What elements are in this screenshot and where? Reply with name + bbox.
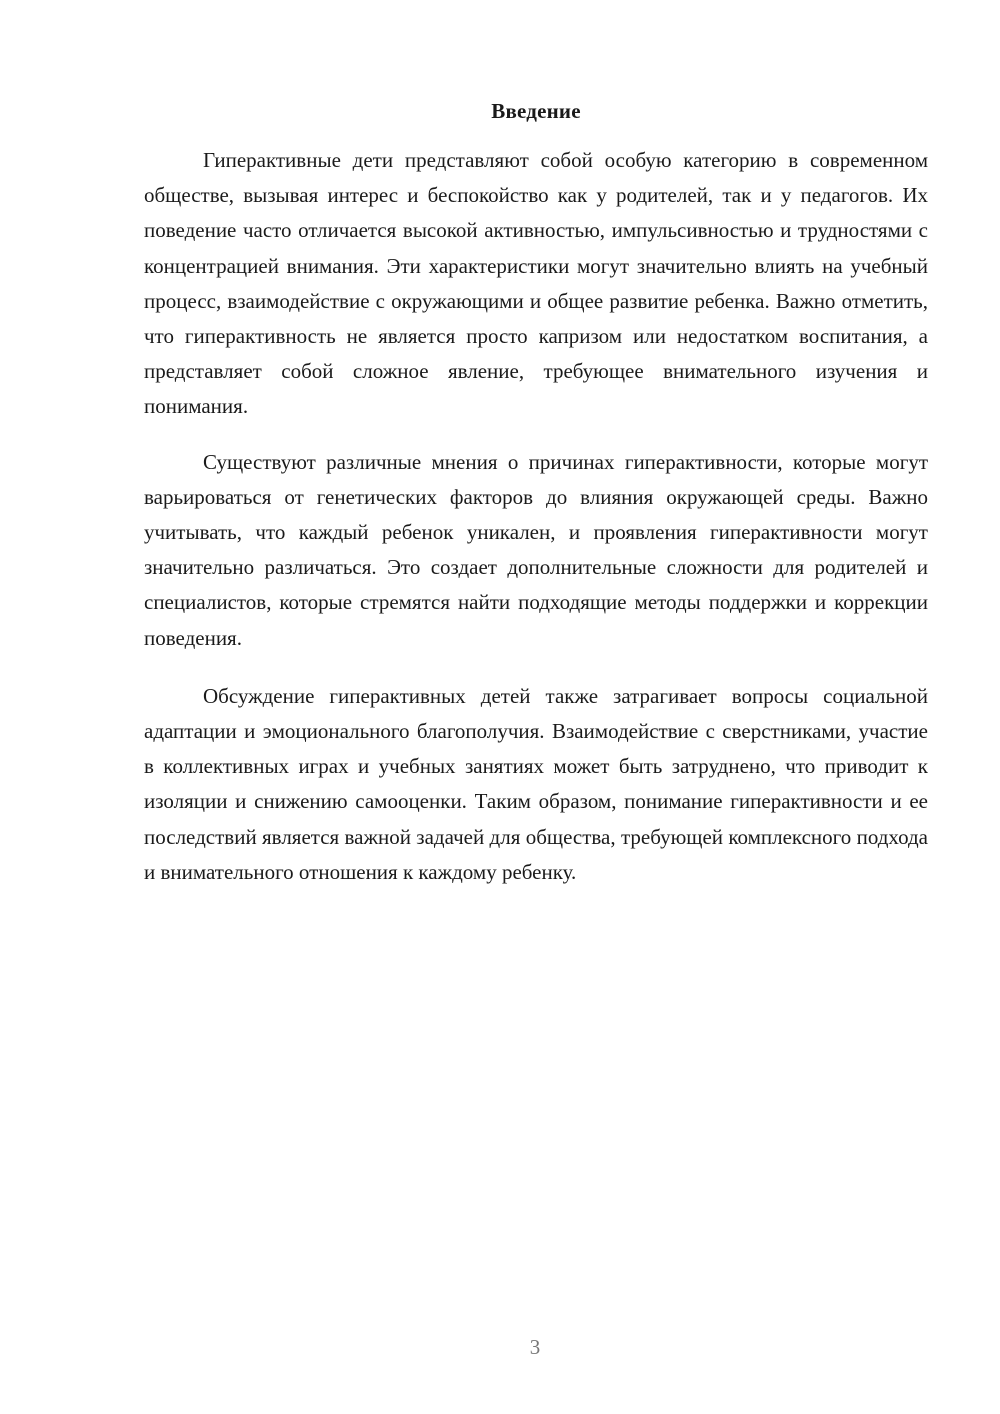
paragraph-1: Гиперактивные дети представляют собой особую категорию в современном обществе, вызывая интерес и беспокойство как у родителей, так и у педагогов. Их поведение часто отличается высокой активностью, импульсивностью и трудностями с концентрацией внимания. Эти характеристики могут значительно влиять на учебный процесс, взаимодействие с окружающими и общее развитие ребенка. Важно отметить, что гиперактивность не является просто капризом или недостатком воспитания, а представляет собой сложное явление, требующее внимательного изучения и понимания.	[144, 148, 928, 419]
page-content	[144, 95, 928, 890]
paragraph-3: Обсуждение гиперактивных детей также затрагивает вопросы социальной адаптации и эмоционального благополучия. Взаимодействие с сверстниками, участие в коллективных играх и учебных занятиях может быть затруднено, что приводит к изоляции и снижению самооценки. Таким образом, понимание гиперактивности и ее последствий является важной задачей для общества, требующей комплексного подхода и внимательного отношения к каждому ребенку.	[144, 683, 928, 884]
page-number: 3	[529, 1335, 541, 1359]
paragraph-2: Существуют различные мнения о причинах гиперактивности, которые могут варьироваться от генетических факторов до влияния окружающей среды. Важно учитывать, что каждый ребенок уникален, и проявления гиперактивности могут значительно различаться. Это создает дополнительные сложности для родителей и специалистов, которые стремятся найти подходящие методы поддержки и коррекции поведения.	[144, 449, 928, 650]
section-title: Введение	[491, 99, 581, 123]
